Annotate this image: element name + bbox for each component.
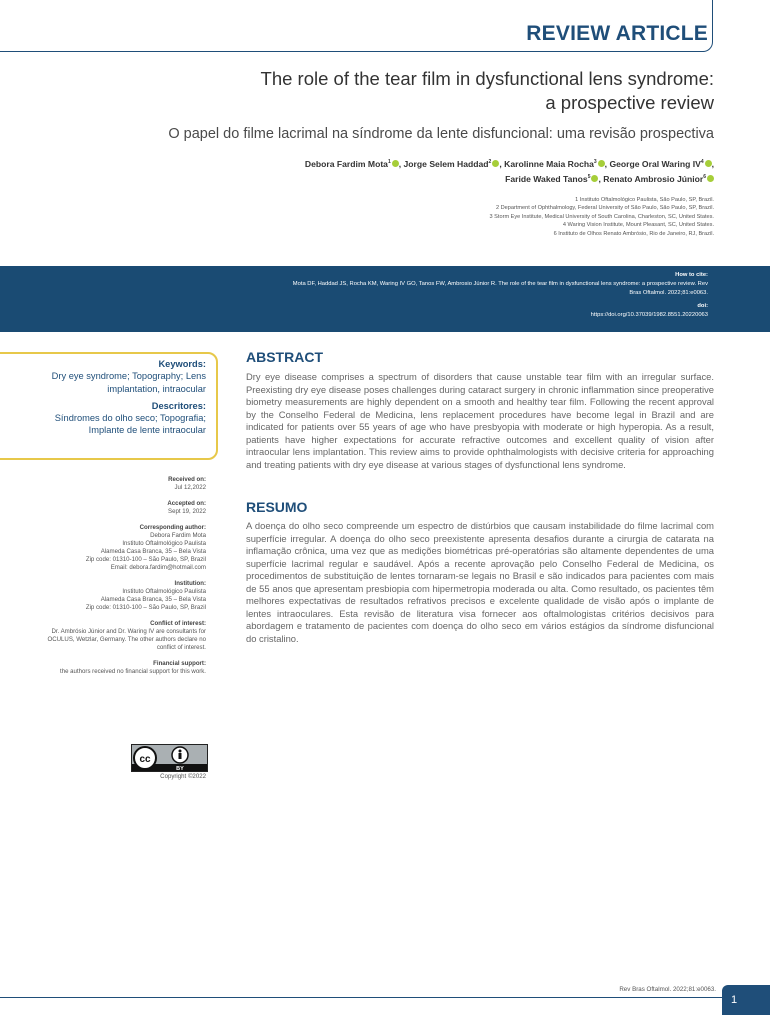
affiliation-line: 2 Department of Ophthalmology, Federal University of São Paulo, São Paulo, SP, Brazil. xyxy=(495,205,714,212)
citation-band xyxy=(0,266,770,332)
article-metadata xyxy=(30,476,206,676)
author-line-1 xyxy=(154,156,714,171)
received-label: Received on: xyxy=(168,476,206,483)
accepted-date: Sept 19, 2022 xyxy=(168,508,206,515)
author-list xyxy=(154,156,714,186)
conflict-text: Dr. Ambrósio Júnior and Dr. Waring IV are consultants for OCULUS, Wetzlar, Germany. The other authors declare no conflict of interest. xyxy=(47,628,206,651)
page-number: 1 xyxy=(731,994,738,1006)
author-name: Faride Waked Tanos xyxy=(505,173,588,184)
section-label: REVIEW ARTICLE xyxy=(526,22,708,45)
keywords-label: Keywords: xyxy=(158,359,206,369)
resumo-text: A doença do olho seco compreende um espectro de distúrbios que causam instabilidade do filme lacrimal com superfície irregular. A doença do olho seco preexistente apresenta desafios durante a cirurgia de catarata na inflamação crônica, uma vez que as medições biométricas pré-operatórias são altamente dependentes de uma superfície lacrimal regular e saudável. Após a recente aprovação pelo Conselho Federal de Medicina, os procedimentos de substituição de lentes tornaram-se legais no Brasil e são indicados para pacientes com mais de 55 anos que apresentam presbiopia com hipermetropia moderada ou alta. Como resultado, os pacientes têm melhores expectativas de resultados refrativos precisos e excelente qualidade de visão após o implante de lentes intraoculares. Esta revisão de literatura visa fornecer aos oftalmologistas critérios decisivos para abordagem e tratamento de pacientes com doença do olho seco em vários estágios da síndrome disfuncional do cristalino. xyxy=(246,520,714,644)
author-separator: , xyxy=(711,158,714,169)
doi-label: doi: xyxy=(697,303,708,310)
citation-block xyxy=(288,271,708,320)
svg-text:cc: cc xyxy=(139,754,151,765)
corresponding-author xyxy=(30,532,206,572)
cc-by-license-icon[interactable] xyxy=(131,744,208,772)
author-name: Karolinne Maia Rocha xyxy=(504,158,594,169)
affiliation-line: 1 Instituto Oftalmológico Paulista, São Paulo, SP, Brazil. xyxy=(575,197,714,203)
institution-label: Institution: xyxy=(174,580,206,587)
author-name: Debora Fardim Mota xyxy=(304,158,388,169)
conflict-label: Conflict of interest: xyxy=(150,620,206,627)
institution xyxy=(30,588,206,612)
cc-badge-graphic xyxy=(132,745,207,771)
affiliations xyxy=(214,196,714,238)
orcid-icon[interactable] xyxy=(392,160,399,167)
affiliation-line: 4 Waring Vision Institute, Mount Pleasant, SC, United States. xyxy=(562,222,714,229)
corresponding-email[interactable]: Email: debora.fardim@hotmail.com xyxy=(110,564,206,571)
how-to-cite-text: Mota DF, Haddad JS, Rocha KM, Waring IV GO, Tanos FW, Ambrosio Júnior R. The role of the tear film in dysfunctional lens syndrome: a prospective review. Rev Bras Oftalmol. 2022;81:e0063. xyxy=(292,280,708,296)
corresponding-label: Corresponding author: xyxy=(139,524,206,531)
resumo-heading: RESUMO xyxy=(246,499,308,515)
abstract-heading: ABSTRACT xyxy=(246,349,323,365)
institution-line: Alameda Casa Branca, 35 – Bela Vista xyxy=(100,596,206,603)
header-rule xyxy=(0,51,704,52)
author-name: Renato Ambrosio Júnior xyxy=(603,173,704,184)
corresponding-line: Alameda Casa Branca, 35 – Bela Vista xyxy=(100,548,206,555)
author-separator: , xyxy=(604,158,610,169)
affiliation-line: 6 Instituto de Olhos Renato Ambrósio, Rio de Janeiro, RJ, Brazil. xyxy=(553,230,714,237)
institution-line: Zip code: 01310-100 – São Paulo, SP, Brazil xyxy=(85,604,206,611)
corresponding-line: Zip code: 01310-100 – São Paulo, SP, Brazil xyxy=(85,556,206,563)
received-date: Jul 12,2022 xyxy=(174,484,206,491)
keywords-panel xyxy=(30,358,206,437)
descritores-label: Descritores: xyxy=(151,400,206,411)
copyright: Copyright ©2022 xyxy=(160,773,206,780)
author-affiliation-number: 6 xyxy=(703,173,706,180)
institution-line: Instituto Oftalmológico Paulista xyxy=(122,588,206,595)
descritores-text: Síndromes do olho seco; Topografia; Implante de lente intraocular xyxy=(54,413,206,436)
orcid-icon[interactable] xyxy=(707,175,714,182)
corresponding-line: Instituto Oftalmológico Paulista xyxy=(122,540,206,547)
financial-label: Financial support: xyxy=(153,660,206,667)
author-separator: , xyxy=(598,173,604,184)
page-number-box xyxy=(722,985,770,1015)
author-name: George Oral Waring IV xyxy=(609,158,701,169)
author-affiliation-number: 3 xyxy=(593,159,597,165)
footer-citation: Rev Bras Oftalmol. 2022;81:e0063. xyxy=(619,986,716,993)
affiliation-line: 3 Storm Eye Institute, Medical University of South Carolina, Charleston, SC, United States. xyxy=(489,213,714,220)
author-affiliation-number: 5 xyxy=(587,173,591,180)
corresponding-line: Debora Fardim Mota xyxy=(150,532,206,539)
footer-rule xyxy=(0,997,722,998)
author-line-2 xyxy=(154,171,714,186)
abstract-text: Dry eye disease comprises a spectrum of disorders that cause unstable tear film with an irregular surface. Preexisting dry eye disease poses challenges during cataract surgery in chronic inflammation since preoperative biometry measurements are highly dependent on a smooth and healthy tear film. Following the recent approval by the Conselho Federal de Medicina, lens replacement procedures have become legal in Brazil and are indicated for patients over 55 years of age who have presbyopia with moderate or high hyperopia. As a result, patients have higher expectations for accurate refractive outcomes and excellent quality of vision after intraocular lens implantation. This review aims to provide ophthalmologists with decisive criteria for approaching and treating patients with dry eye disease at various stages of dysfunctional lens syndrome. xyxy=(246,371,714,470)
accepted-label: Accepted on: xyxy=(167,500,206,507)
how-to-cite-label: How to cite: xyxy=(675,272,708,278)
article-title: The role of the tear film in dysfunctional lens syndrome: a prospective review xyxy=(260,68,714,113)
author-affiliation-number: 4 xyxy=(700,159,704,165)
financial-text: the authors received no financial support for this work. xyxy=(60,668,206,675)
author-name: Jorge Selem Haddad xyxy=(403,158,489,169)
author-affiliation-number: 2 xyxy=(488,159,492,165)
orcid-icon[interactable] xyxy=(705,160,712,167)
doi-link[interactable]: https://doi.org/10.37039/1982.8551.20220063 xyxy=(590,312,708,319)
orcid-icon[interactable] xyxy=(598,160,605,167)
author-separator: , xyxy=(398,158,404,169)
author-affiliation-number: 1 xyxy=(387,159,391,165)
keywords-text: Dry eye syndrome; Topography; Lens implantation, intraocular xyxy=(51,371,206,394)
author-separator: , xyxy=(499,158,505,169)
article-title-portuguese: O papel do filme lacrimal na síndrome da lente disfuncional: uma revisão prospectiva xyxy=(168,126,714,142)
cc-by-label: BY xyxy=(176,766,184,771)
